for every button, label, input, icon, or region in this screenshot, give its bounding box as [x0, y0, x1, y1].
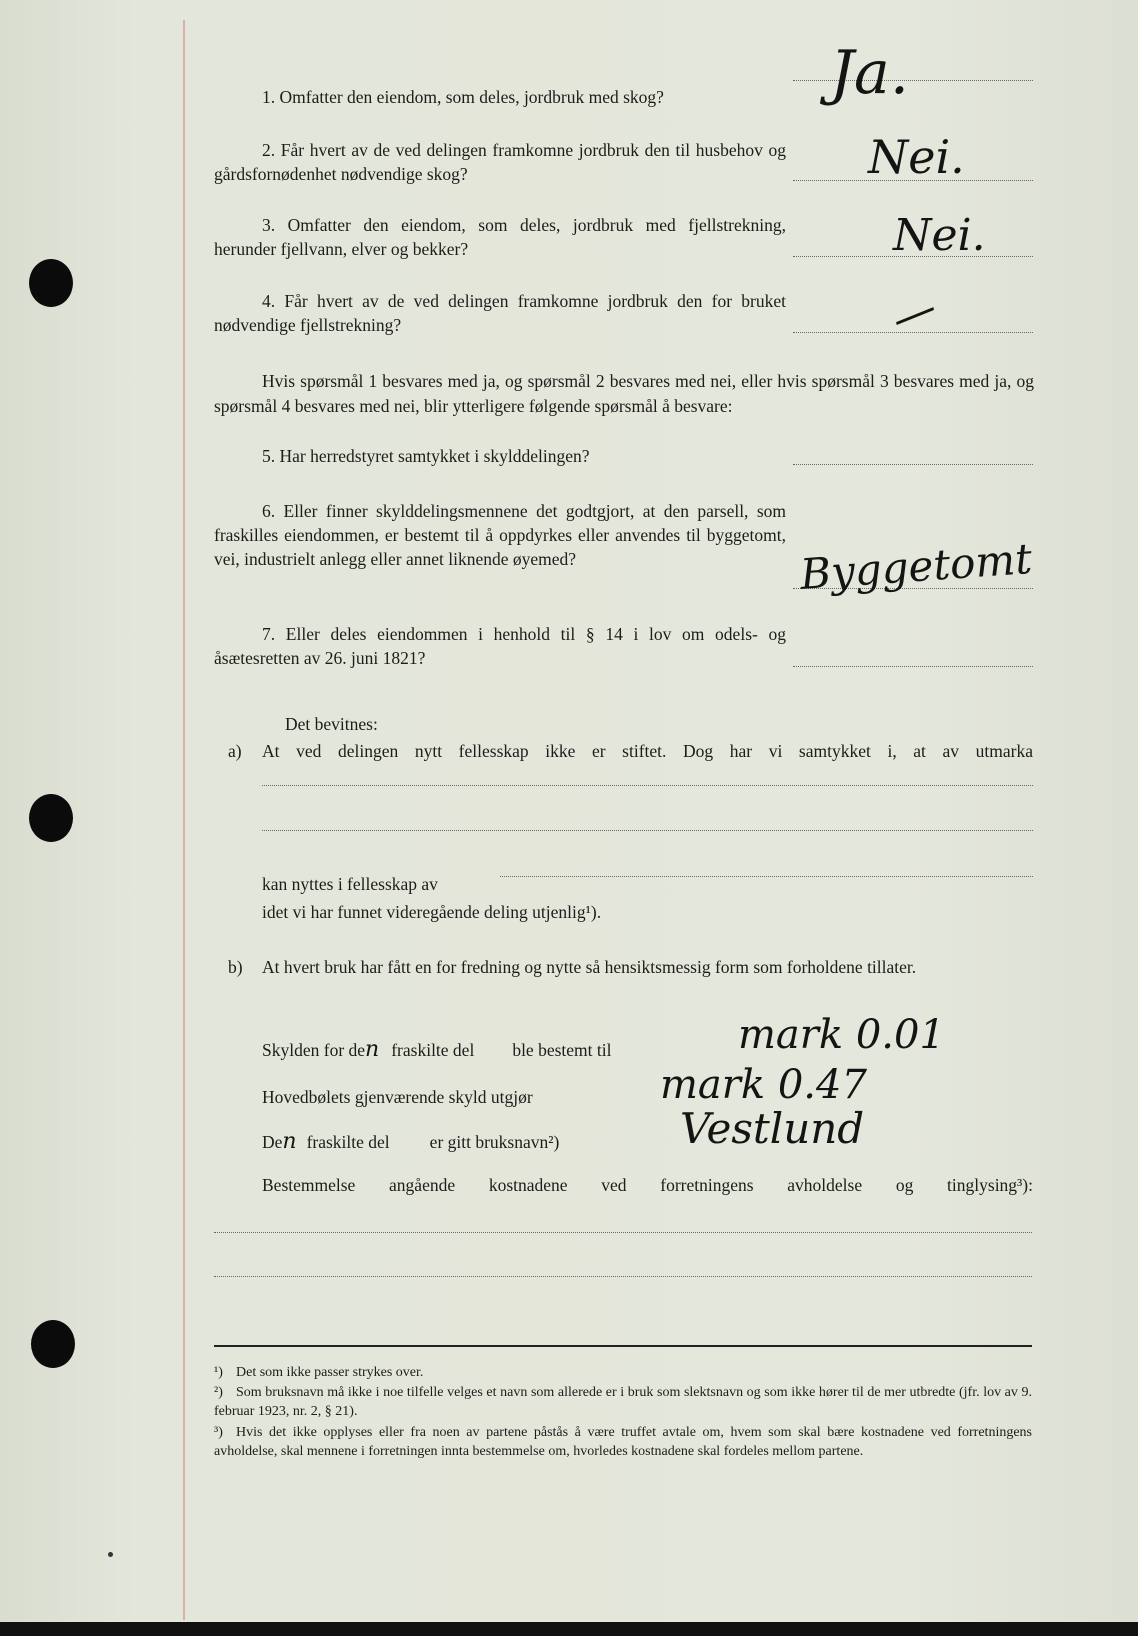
footnote-1: ¹) Det som ikke passer strykes over.	[214, 1365, 424, 1380]
question-5: 5. Har herredstyret samtykket i skylddelingen?	[262, 446, 590, 466]
attest-a-label: a)	[228, 741, 242, 761]
margin-line	[183, 20, 185, 1620]
answer-1-handwriting: Ja.	[830, 38, 909, 108]
punch-hole	[29, 794, 73, 842]
answer-2-handwriting: Nei.	[868, 130, 965, 184]
attest-a-text: At ved delingen nytt fellesskap ikke er stiftet. Dog har vi samtykket i, at av utmarka	[262, 741, 1033, 761]
fill-line	[500, 876, 1033, 877]
attest-b-text: At hvert bruk har fått en for fredning og nytte så hensiktsmessig form som forholdene tillater.	[262, 957, 917, 977]
navn-label: Den fraskilte del er gitt bruksnavn²)	[262, 1129, 560, 1154]
condition-paragraph: Hvis spørsmål 1 besvares med ja, og spørsmål 2 besvares med nei, eller hvis spørsmål 3 besvares med ja, og spørsmål 4 besvares med nei, blir ytterligere følgende spørsmål å besvare:	[214, 371, 1034, 416]
fill-line	[214, 1232, 1032, 1233]
skyld-correction: n	[365, 1037, 380, 1062]
answer-line-5	[793, 440, 1033, 465]
scan-border	[0, 1622, 1138, 1636]
skyld-label: Skylden for den fraskilte del ble bestemt til	[262, 1037, 612, 1062]
fill-line	[214, 1276, 1032, 1277]
fill-line	[262, 830, 1033, 831]
answer-6-handwriting: Byggetomt	[798, 533, 1034, 600]
question-7: 7. Eller deles eiendommen i henhold til § 14 i lov om odels- og åsætesretten av 26. juni 1821?	[214, 624, 786, 668]
question-2: 2. Får hvert av de ved delingen framkomne jordbruk den til husbehov og gårdsfornødenhet nødvendige skog?	[214, 140, 786, 184]
answer-3-handwriting: Nei.	[893, 210, 986, 261]
ink-dot	[108, 1552, 113, 1557]
attest-b-label: b)	[228, 957, 243, 977]
footnote-2: ²) Som bruksnavn må ikke i noe tilfelle velges et navn som allerede er i bruk som slektsnavn og som ikke hører til de mer utbredte (jfr. lov av 9. februar 1923, nr. 2, § 21).	[214, 1385, 1032, 1419]
answer-line-7	[793, 642, 1033, 667]
footnote-3: ³) Hvis det ikke opplyses eller fra noen av partene påstås å være truffet avtale om, hvem som skal bære kostnadene ved forretningens avholdelse, skal mennene i forretningen innta bestemmelse om, hvorledes kostnadene skal fordeles mellom partene.	[214, 1425, 1032, 1459]
question-1: 1. Omfatter den eiendom, som deles, jordbruk med skog?	[262, 87, 664, 107]
reason-text: idet vi har funnet videregående deling utjenlig¹).	[262, 902, 602, 922]
shared-use-label: kan nyttes i fellesskap av	[262, 874, 438, 894]
kost-label: Bestemmelse angående kostnadene ved forretningens avholdelse og tinglysing³):	[262, 1175, 1033, 1195]
hoved-label: Hovedbølets gjenværende skyld utgjør	[262, 1087, 533, 1107]
question-6: 6. Eller finner skylddelingsmennene det godtgjort, at den parsell, som fraskilles eiendommen, er bestemt til å oppdyrkes eller anvendes til byggetomt, vei, industrielt anlegg eller annet liknende øyemed?	[214, 501, 786, 569]
punch-hole	[31, 1320, 75, 1368]
navn-value: Vestlund	[680, 1104, 865, 1153]
fill-line	[262, 785, 1033, 786]
attest-heading: Det bevitnes:	[285, 714, 378, 734]
skyld-value: mark 0.01	[738, 1012, 945, 1058]
footnote-rule	[214, 1345, 1032, 1347]
question-3: 3. Omfatter den eiendom, som deles, jordbruk med fjellstrekning, herunder fjellvann, elver og bekker?	[214, 215, 786, 259]
question-4: 4. Får hvert av de ved delingen framkomne jordbruk den for bruket nødvendige fjellstrekning?	[214, 291, 786, 335]
answer-4-dash: —	[884, 281, 944, 346]
hoved-value: mark 0.47	[660, 1062, 867, 1108]
answer-line-1	[793, 80, 1033, 81]
punch-hole	[29, 259, 73, 307]
navn-correction: n	[282, 1129, 297, 1154]
